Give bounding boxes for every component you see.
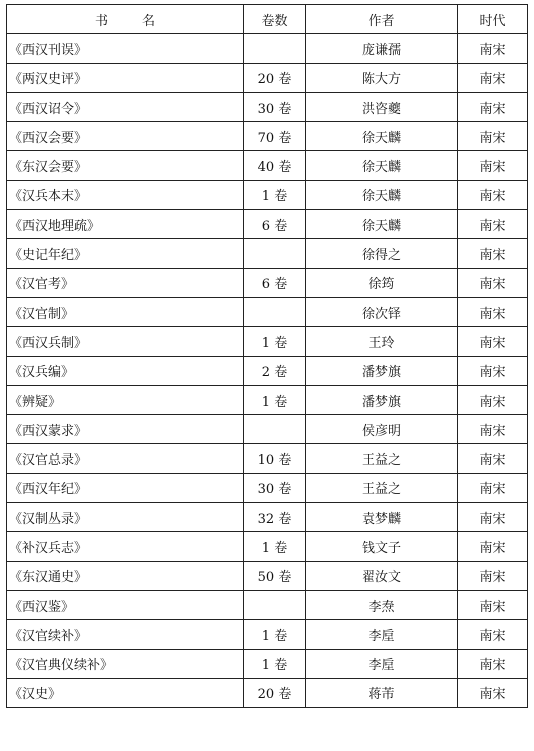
author-cell: 徐次铎 (306, 297, 458, 326)
dynasty-cell: 南宋 (458, 239, 528, 268)
table-row (7, 503, 528, 532)
volumes-cell: 1 卷 (244, 620, 306, 649)
dynasty-cell: 南宋 (458, 297, 528, 326)
author-cell: 王玲 (306, 327, 458, 356)
title-cell: 《西汉兵制》 (7, 327, 244, 356)
table-row (7, 678, 528, 707)
table-row (7, 532, 528, 561)
volumes-cell: 30 卷 (244, 92, 306, 121)
volumes-cell: 1 卷 (244, 385, 306, 414)
dynasty-cell: 南宋 (458, 385, 528, 414)
title-cell: 《西汉刊误》 (7, 34, 244, 63)
author-cell: 王益之 (306, 473, 458, 502)
title-cell: 《汉官典仪续补》 (7, 649, 244, 678)
author-cell: 李垕 (306, 620, 458, 649)
header-author: 作者 (306, 5, 458, 34)
table-row (7, 649, 528, 678)
book-table-container (6, 4, 528, 708)
volumes-cell: 1 卷 (244, 532, 306, 561)
title-cell: 《西汉鉴》 (7, 590, 244, 619)
title-cell: 《辨疑》 (7, 385, 244, 414)
dynasty-cell: 南宋 (458, 444, 528, 473)
title-cell: 《汉史》 (7, 678, 244, 707)
dynasty-cell: 南宋 (458, 649, 528, 678)
dynasty-cell: 南宋 (458, 34, 528, 63)
volumes-cell: 6 卷 (244, 210, 306, 239)
dynasty-cell: 南宋 (458, 620, 528, 649)
header-volumes: 卷数 (244, 5, 306, 34)
volumes-cell (244, 297, 306, 326)
author-cell: 侯彦明 (306, 415, 458, 444)
author-cell: 徐天麟 (306, 122, 458, 151)
table-row (7, 473, 528, 502)
volumes-cell: 30 卷 (244, 473, 306, 502)
table-row (7, 92, 528, 121)
dynasty-cell: 南宋 (458, 532, 528, 561)
header-title: 书名 (7, 5, 244, 34)
table-row (7, 239, 528, 268)
volumes-cell (244, 415, 306, 444)
dynasty-cell: 南宋 (458, 151, 528, 180)
volumes-cell: 20 卷 (244, 678, 306, 707)
volumes-cell: 50 卷 (244, 561, 306, 590)
title-cell: 《汉兵本末》 (7, 180, 244, 209)
table-row (7, 385, 528, 414)
title-cell: 《西汉蒙求》 (7, 415, 244, 444)
table-row (7, 620, 528, 649)
table-row (7, 415, 528, 444)
volumes-cell (244, 34, 306, 63)
volumes-cell: 40 卷 (244, 151, 306, 180)
header-dynasty: 时代 (458, 5, 528, 34)
volumes-cell (244, 590, 306, 619)
dynasty-cell: 南宋 (458, 473, 528, 502)
title-cell: 《史记年纪》 (7, 239, 244, 268)
author-cell: 洪咨夔 (306, 92, 458, 121)
author-cell: 潘梦旗 (306, 385, 458, 414)
author-cell: 王益之 (306, 444, 458, 473)
author-cell: 徐筠 (306, 268, 458, 297)
table-row (7, 561, 528, 590)
author-cell: 蒋芾 (306, 678, 458, 707)
dynasty-cell: 南宋 (458, 92, 528, 121)
volumes-cell: 70 卷 (244, 122, 306, 151)
dynasty-cell: 南宋 (458, 356, 528, 385)
dynasty-cell: 南宋 (458, 180, 528, 209)
dynasty-cell: 南宋 (458, 415, 528, 444)
author-cell: 潘梦旗 (306, 356, 458, 385)
author-cell: 徐天麟 (306, 210, 458, 239)
author-cell: 徐天麟 (306, 180, 458, 209)
volumes-cell (244, 239, 306, 268)
table-body (7, 34, 528, 708)
dynasty-cell: 南宋 (458, 327, 528, 356)
table-row (7, 63, 528, 92)
title-cell: 《汉官总录》 (7, 444, 244, 473)
dynasty-cell: 南宋 (458, 210, 528, 239)
title-cell: 《汉官考》 (7, 268, 244, 297)
author-cell: 庞谦孺 (306, 34, 458, 63)
dynasty-cell: 南宋 (458, 590, 528, 619)
title-cell: 《补汉兵志》 (7, 532, 244, 561)
title-cell: 《汉官制》 (7, 297, 244, 326)
dynasty-cell: 南宋 (458, 678, 528, 707)
title-cell: 《西汉地理疏》 (7, 210, 244, 239)
dynasty-cell: 南宋 (458, 561, 528, 590)
volumes-cell: 1 卷 (244, 649, 306, 678)
title-cell: 《西汉诏令》 (7, 92, 244, 121)
volumes-cell: 20 卷 (244, 63, 306, 92)
title-cell: 《西汉年纪》 (7, 473, 244, 502)
author-cell: 钱文子 (306, 532, 458, 561)
author-cell: 徐得之 (306, 239, 458, 268)
dynasty-cell: 南宋 (458, 122, 528, 151)
table-row (7, 34, 528, 63)
title-cell: 《西汉会要》 (7, 122, 244, 151)
table-row (7, 356, 528, 385)
table-row (7, 151, 528, 180)
table-header-row (7, 5, 528, 34)
title-cell: 《东汉会要》 (7, 151, 244, 180)
table-row (7, 210, 528, 239)
table-row (7, 297, 528, 326)
dynasty-cell: 南宋 (458, 268, 528, 297)
title-cell: 《东汉通史》 (7, 561, 244, 590)
author-cell: 陈大方 (306, 63, 458, 92)
volumes-cell: 2 卷 (244, 356, 306, 385)
author-cell: 徐天麟 (306, 151, 458, 180)
table-row (7, 180, 528, 209)
title-cell: 《汉制丛录》 (7, 503, 244, 532)
volumes-cell: 1 卷 (244, 327, 306, 356)
table-row (7, 268, 528, 297)
title-cell: 《两汉史评》 (7, 63, 244, 92)
table-row (7, 590, 528, 619)
volumes-cell: 10 卷 (244, 444, 306, 473)
author-cell: 李垕 (306, 649, 458, 678)
table-row (7, 327, 528, 356)
volumes-cell: 6 卷 (244, 268, 306, 297)
author-cell: 李焘 (306, 590, 458, 619)
author-cell: 袁梦麟 (306, 503, 458, 532)
volumes-cell: 1 卷 (244, 180, 306, 209)
title-cell: 《汉官续补》 (7, 620, 244, 649)
dynasty-cell: 南宋 (458, 503, 528, 532)
table-row (7, 122, 528, 151)
table-row (7, 444, 528, 473)
volumes-cell: 32 卷 (244, 503, 306, 532)
author-cell: 翟汝文 (306, 561, 458, 590)
title-cell: 《汉兵编》 (7, 356, 244, 385)
dynasty-cell: 南宋 (458, 63, 528, 92)
book-table (6, 4, 528, 708)
